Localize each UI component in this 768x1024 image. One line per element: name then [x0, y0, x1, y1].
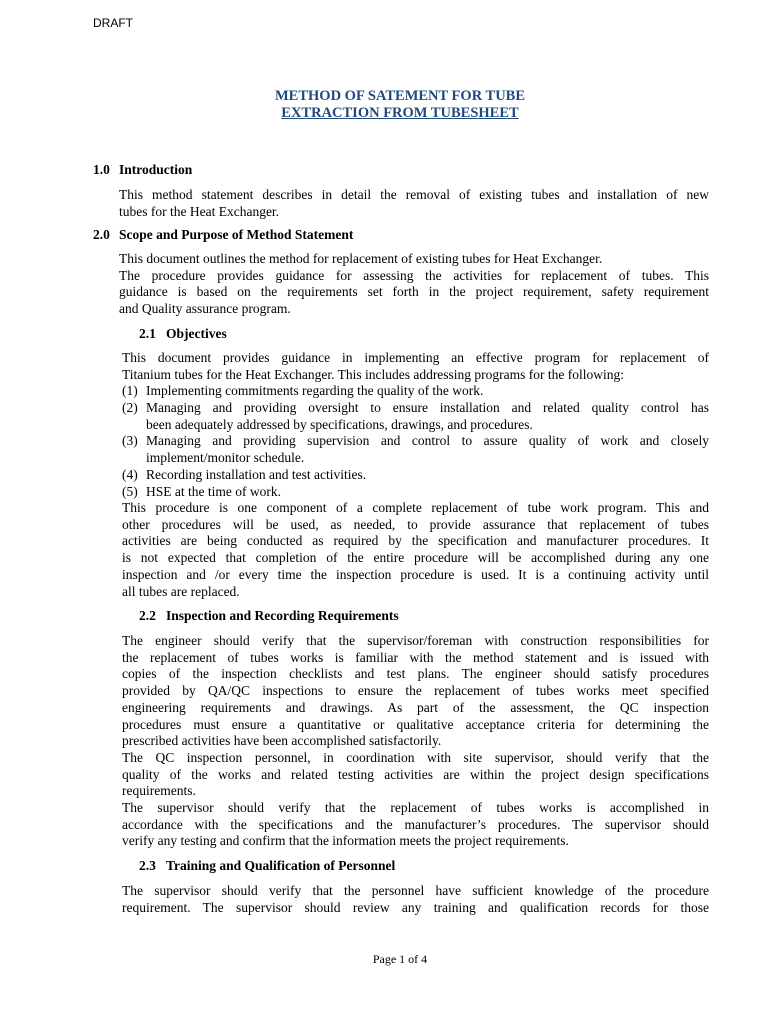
- page-number: Page 1 of 4: [372, 952, 428, 966]
- training-paragraph: The supervisor should verify that the personnel have sufficient knowledge of the procedure requirement. The supervisor should review any training and qualification records for those: [122, 883, 709, 915]
- objectives-outro: This procedure is one component of a complete replacement of tube work program. This and other procedures will be used, as needed, to provide assurance that replacement of tubes activities are being conducted as required by the specification and manufacturer procedures. It is not expected that completion of the entire procedure will be accomplished during any one inspection and /or every time the inspection procedure is used. It is a continuing activity until all tubes are replaced.: [122, 500, 709, 599]
- title-line-2: EXTRACTION FROM TUBESHEET: [281, 105, 519, 121]
- scope-paragraph: This document outlines the method for replacement of existing tubes for Heat Exchanger. The procedure provides guidance for assessing the activities for replacement of tubes. This guidance is based on the requirements set forth in the project requirement, safety requirement and Quality assurance program.: [119, 251, 709, 317]
- objective-item: (5) HSE at the time of work.: [122, 484, 281, 499]
- objectives-intro: This document provides guidance in implementing an effective program for replacement of Titanium tubes for the Heat Exchanger. This includes addressing programs for the following:: [122, 350, 709, 382]
- objective-item: (2) Managing and providing oversight to ensure installation and related quality control has been adequately addressed by specifications, drawings, and procedures.: [122, 400, 709, 432]
- objective-item: (4) Recording installation and test activities.: [122, 467, 367, 482]
- subsection-heading-2-3: 2.3 Training and Qualification of Personnel: [139, 858, 396, 873]
- document-title: [0, 88, 768, 122]
- section-heading-1: 1.0 Introduction: [93, 162, 193, 177]
- objective-item: (3) Managing and providing supervision and control to assure quality of work and closely implement/monitor schedule.: [122, 433, 709, 465]
- inspection-paragraph: The engineer should verify that the supervisor/foreman with construction responsibilities for the replacement of tubes works is familiar with the method statement and is issued with copies of the inspection checklists and test plans. The engineer should satisfy procedures provided by QA/QC inspections to ensure the replacement of tubes works meet specified engineering requirements and drawings. As part of the assessment, the QC inspection procedures must ensure a quantitative or qualitative acceptance criteria for determining the prescribed activities have been accomplished satisfactorily. The QC inspection personnel, in coordination with site supervisor, should verify that the quality of the works and related testing activities are within the project design specifications requirements. The supervisor should verify that the replacement of tubes works is accomplished in accordance with the specifications and the manufacturer’s procedures. The supervisor should verify any testing and confirm that the information meets the project requirements.: [122, 633, 709, 849]
- subsection-heading-2-1: 2.1 Objectives: [139, 326, 227, 341]
- intro-paragraph: This method statement describes in detail the removal of existing tubes and installation of new tubes for the Heat Exchanger.: [119, 187, 709, 219]
- section-heading-2: 2.0 Scope and Purpose of Method Statement: [93, 227, 354, 242]
- title-line-1: METHOD OF SATEMENT FOR TUBE: [274, 88, 526, 104]
- objective-item: (1) Implementing commitments regarding the quality of the work.: [122, 383, 484, 398]
- subsection-heading-2-2: 2.2 Inspection and Recording Requirements: [139, 608, 399, 623]
- draft-label: DRAFT: [93, 16, 133, 30]
